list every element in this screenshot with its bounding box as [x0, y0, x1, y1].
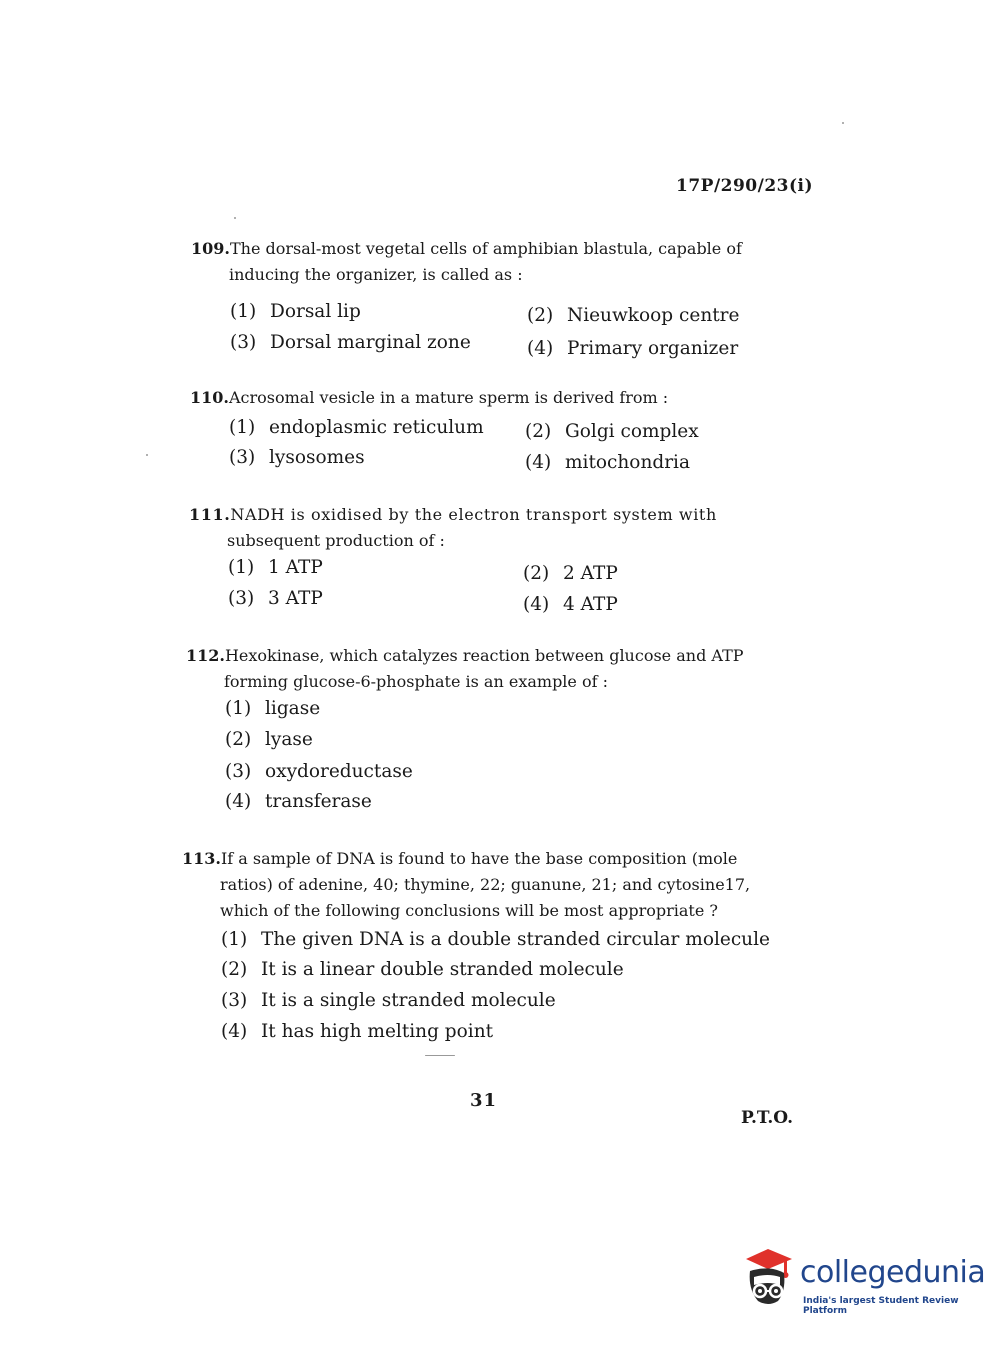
- question-text-line: ratios) of adenine, 40; thymine, 22; guanune, 21; and cytosine17,: [220, 875, 751, 894]
- option: [525, 452, 690, 473]
- option-text: Dorsal marginal zone: [270, 332, 471, 353]
- option: [230, 332, 471, 353]
- option: [523, 563, 618, 584]
- option: [228, 588, 323, 609]
- option-number: (2): [225, 729, 252, 750]
- question-text-line: The dorsal-most vegetal cells of amphibian blastula, capable of: [229, 239, 742, 258]
- option: [221, 1021, 493, 1042]
- option-text: 2 ATP: [563, 563, 618, 584]
- scan-speck: [146, 454, 148, 456]
- question-text-line: Acrosomal vesicle in a mature sperm is derived from :: [228, 388, 669, 407]
- option-number: (2): [523, 563, 550, 584]
- option-text: Dorsal lip: [270, 301, 361, 322]
- option-number: (4): [221, 1021, 248, 1042]
- option-text: It has high melting point: [261, 1021, 494, 1042]
- question-number: 110.: [190, 388, 229, 407]
- question-text-line: If a sample of DNA is found to have the base composition (mole: [220, 849, 738, 868]
- option: [221, 929, 770, 950]
- brand-tagline: India's largest Student Review Platform: [803, 1296, 959, 1316]
- option: [221, 959, 624, 980]
- option-text: Nieuwkoop centre: [567, 305, 740, 326]
- question-stem: [182, 846, 750, 924]
- pto-label: P.T.O.: [741, 1108, 793, 1128]
- option: [221, 990, 556, 1011]
- option-text: endoplasmic reticulum: [269, 417, 484, 438]
- page-number: 31: [470, 1090, 498, 1111]
- question-stem: [190, 385, 668, 411]
- question-number: 112.: [186, 646, 225, 665]
- option: [525, 421, 699, 442]
- option-number: (3): [228, 588, 255, 609]
- option-text: oxydoreductase: [265, 761, 413, 782]
- question-stem: [189, 502, 717, 554]
- option-text: mitochondria: [565, 452, 690, 473]
- option: [229, 417, 484, 438]
- option-text: It is a linear double stranded molecule: [261, 959, 624, 980]
- scan-speck: [234, 217, 236, 219]
- option-number: (4): [527, 338, 554, 359]
- option-text: lysosomes: [269, 447, 365, 468]
- option: [527, 338, 738, 359]
- option-number: (1): [225, 698, 252, 719]
- option-number: (3): [229, 447, 256, 468]
- option-text: It is a single stranded molecule: [261, 990, 556, 1011]
- option-text: Primary organizer: [567, 338, 739, 359]
- option-number: (1): [221, 929, 248, 950]
- option-text: lyase: [265, 729, 313, 750]
- option-number: (4): [225, 791, 252, 812]
- option: [527, 305, 739, 326]
- option-number: (1): [230, 301, 257, 322]
- question-text-line: forming glucose-6-phosphate is an example of :: [224, 672, 609, 691]
- collegedunia-logo: [740, 1245, 986, 1316]
- scan-speck: [425, 1055, 455, 1056]
- option: [228, 557, 323, 578]
- option-number: (2): [221, 959, 248, 980]
- option-text: ligase: [265, 698, 321, 719]
- question-text-line: which of the following conclusions will be most appropriate ?: [220, 901, 718, 920]
- option-number: (4): [525, 452, 552, 473]
- brand-name: collegedunia: [800, 1255, 986, 1290]
- option-number: (2): [527, 305, 554, 326]
- mascot-icon: [740, 1245, 798, 1309]
- option: [225, 729, 313, 750]
- question-text-line: subsequent production of :: [227, 531, 445, 550]
- question-stem: [186, 643, 744, 695]
- question-text-line: Hexokinase, which catalyzes reaction between glucose and ATP: [224, 646, 744, 665]
- option-number: (3): [225, 761, 252, 782]
- question-number: 113.: [182, 849, 221, 868]
- question-stem: [191, 236, 742, 288]
- scan-speck: [842, 122, 844, 124]
- option-text: 4 ATP: [563, 594, 618, 615]
- option-number: (4): [523, 594, 550, 615]
- option-text: transferase: [265, 791, 372, 812]
- paper-code: 17P/290/23(i): [676, 176, 814, 196]
- option-text: Golgi complex: [565, 421, 699, 442]
- option: [230, 301, 361, 322]
- question-text-line: NADH is oxidised by the electron transport system with: [230, 505, 717, 524]
- option-text: The given DNA is a double stranded circular molecule: [261, 929, 770, 950]
- option-text: 3 ATP: [268, 588, 323, 609]
- question-text-line: inducing the organizer, is called as :: [229, 265, 523, 284]
- option: [229, 447, 365, 468]
- option-number: (2): [525, 421, 552, 442]
- option: [225, 761, 413, 782]
- option-number: (3): [230, 332, 257, 353]
- option: [523, 594, 618, 615]
- option-text: 1 ATP: [268, 557, 323, 578]
- option-number: (1): [229, 417, 256, 438]
- question-number: 111.: [189, 505, 231, 524]
- option: [225, 791, 372, 812]
- option: [225, 698, 320, 719]
- option-number: (3): [221, 990, 248, 1011]
- option-number: (1): [228, 557, 255, 578]
- question-number: 109.: [191, 239, 230, 258]
